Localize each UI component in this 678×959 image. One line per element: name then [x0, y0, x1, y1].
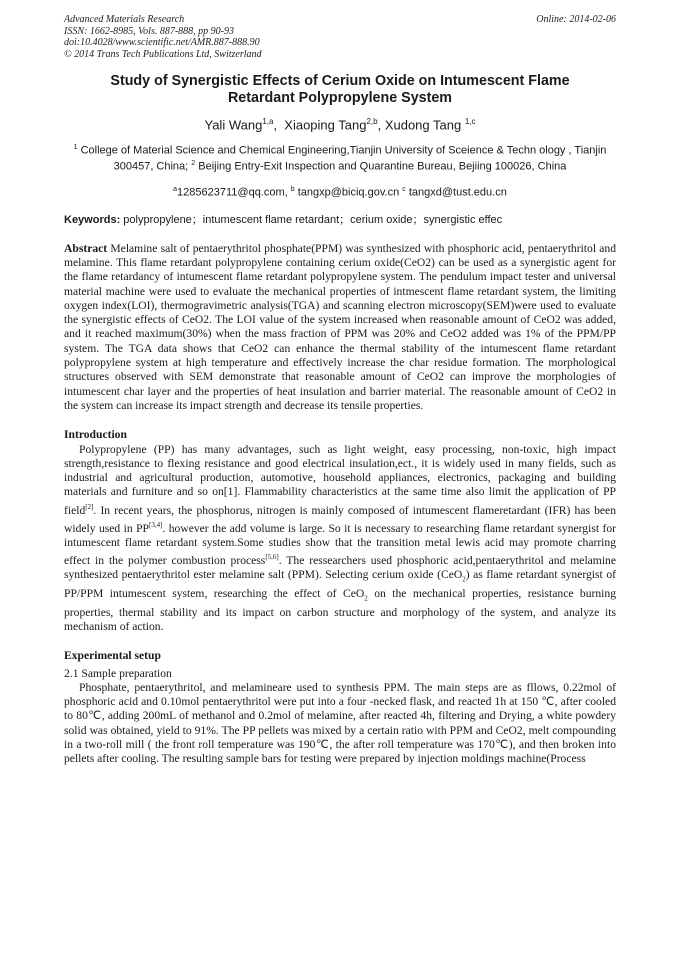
author-2: Xiaoping Tang	[284, 117, 367, 133]
doi-line: doi:10.4028/www.scientific.net/AMR.887-888.90	[64, 37, 260, 49]
ref-5-6: [5,6]	[265, 553, 279, 562]
journal-header	[64, 14, 616, 60]
author-3: Xudong Tang	[384, 117, 462, 133]
email-sup-c: c	[402, 186, 406, 194]
experimental-paragraph: Phosphate, pentaerythritol, and melamineare used to synthesis PPM. The main steps are as fllows, 0.22mol of phosphoric acid and 0.10mol pentaerythritol were put into a four -necked flask, and reacted 1h at 150 ℃, after cooled to 80℃, adding 200mL of methanol and 0.2mol of melamine, after reacted 4h, filtering and Drying, a white powdery solid was obtained, yield to 91%. The PP pellets was mixed by a certain ratio with PPM and CeO2, melt compounding in a two-roll mill ( the front roll temperature was 190℃, the after roll temperature was 170℃), and then broken into pellets after cooling. The resulting sample bars for testing were prepared by injection moldings machine(Process	[64, 680, 616, 766]
subsection-2-1: 2.1 Sample preparation	[64, 666, 172, 680]
keywords-text: polypropylene；intumescent flame retardant；cerium oxide；synergistic effec	[120, 213, 503, 226]
online-date: Online: 2014-02-06	[536, 14, 616, 25]
paper-title	[64, 73, 616, 107]
journal-name: Advanced Materials Research	[64, 14, 185, 25]
affil-2: Beijing Entry-Exit Inspection and Quarantine Bureau, Bejiing 100026, China	[198, 161, 567, 174]
affil-1: College of Material Science and Chemical Engineering,Tianjin University of Sceience & Techn ology , Tianjin 300457, China;	[80, 144, 607, 174]
experimental-heading: Experimental setup	[64, 649, 161, 663]
affil-sup-2: 2	[191, 160, 196, 168]
issn-line: ISSN: 1662-8985, Vols. 887-888, pp 90-93	[64, 25, 234, 37]
intro-text-3: . however the add volume is large. So it is necessary to researching flame retardant synergist for intumescent flame retardant system.Some studies show that the transition metal lewis acid may promote charring effect in the polymer combustion process	[64, 521, 616, 568]
keywords	[64, 213, 616, 227]
email-c: tangxd@tust.edu.cn	[408, 186, 507, 199]
author-list: Yali Wang$^{1,a}$, Xiaoping Tang$^{2,b}$, Xudong Tang $^{1,c}$	[204, 117, 476, 133]
author-2-sup: 2,b	[366, 117, 378, 127]
copyright-line: © 2014 Trans Tech Publications Ltd, Switzerland	[64, 48, 262, 60]
ref-3-4: [3,4]	[149, 520, 163, 529]
introduction-heading: Introduction	[64, 428, 127, 442]
subscript-2b: 2	[364, 594, 368, 603]
affil-sup-1: 1	[73, 143, 78, 151]
ref-2: [2]	[85, 502, 94, 511]
title-line-1: Study of Synergistic Effects of Cerium Oxide on Intumescent Flame	[110, 73, 570, 90]
subscript-2a: 2	[462, 575, 466, 584]
title-line-2: Retardant Polypropylene System	[227, 90, 453, 107]
intro-text-4: . The ressearchers used phosphoric acid,pentaerythritol and melamine synthesized pentaerythritol ester melamine salt (PPM). Selecting cerium oxide (CeO	[64, 554, 616, 582]
author-3-sup: 1,c	[464, 117, 476, 127]
intro-text-6: on the mechanical properties, resistance burning properties, thermal stability and its impact on carbon structure and morphology of the system, and analyze its mechanism of action.	[64, 587, 616, 633]
keywords-label: Keywords:	[64, 213, 121, 226]
email-list	[64, 183, 616, 200]
abstract	[64, 242, 616, 414]
abstract-text: Melamine salt of pentaerythritol phosphate(PPM) was synthesized with phosphoric acid, pentaerythritol and melamine. This flame retardant polypropylene containing cerium oxide(CeO2) can be used as a synergistic agent for the flame retardancy of intumescent flame retardant polypropylene system. The pendulum impact tester and universal material machine were used to evaluate the mechanical properties of intmescent flame retardant system, the limiting oxygen index(LOI), thermogravimetric analysis(TGA) and scanning electron microscopy(SEM)were used to evaluate the synergistic effects of CeO2. The LOI value of the system increased when reasonable amount of CeO2 was added, and it reached maximum(30%) when the mass fraction of PPM was 20% and CeO2 added was 1% of the PPM/PP system. The TGA data shows that CeO2 can enhance the thermal stability of the intumescent flame retardant polypropylene system at high temperature and effectively increase the char residue formation. The morphological structures observed with SEM demonstrate that reasonable amount of CeO2 can improve the morphologies of intumescent char layer and the properties of heat insulation and barrier material. The reasonable amount of CeO2 in the system can increase its impact strength and decrease its tensile properties.	[64, 241, 616, 412]
email-sup-b: b	[290, 186, 295, 194]
email-a: 1285623711@qq.com,	[177, 186, 291, 199]
email-b: tangxp@biciq.gov.cn	[297, 186, 403, 199]
email-sup-a: a	[173, 186, 178, 194]
introduction-paragraph	[64, 443, 616, 635]
affiliations	[64, 141, 616, 174]
abstract-label: Abstract	[64, 241, 108, 255]
author-1: Yali Wang	[204, 117, 263, 133]
intro-text-5: ) as flame retardant synergist of PP/PPM intumescent system, researching the effect of CeO	[64, 568, 616, 601]
intro-text-1: Polypropylene (PP) has many advantages, such as light weight, easy processing, non-toxic, high impact strength,resistance to flexing resistance and good electrical insulation,ect., it is widely used in many fields, such as industrial and agricultural production, automotive, household appliances, electronics, packaging and building materials and furniture and so on[1]. Flammability characteristics at the same time also limit the application of PP field	[64, 442, 616, 517]
intro-text-2: . In recent years, the phosphorus, nitrogen is mainly composed of intumescent flameretardant (IFR) has been widely used in PP	[64, 503, 616, 535]
author-1-sup: 1,a	[262, 117, 274, 127]
